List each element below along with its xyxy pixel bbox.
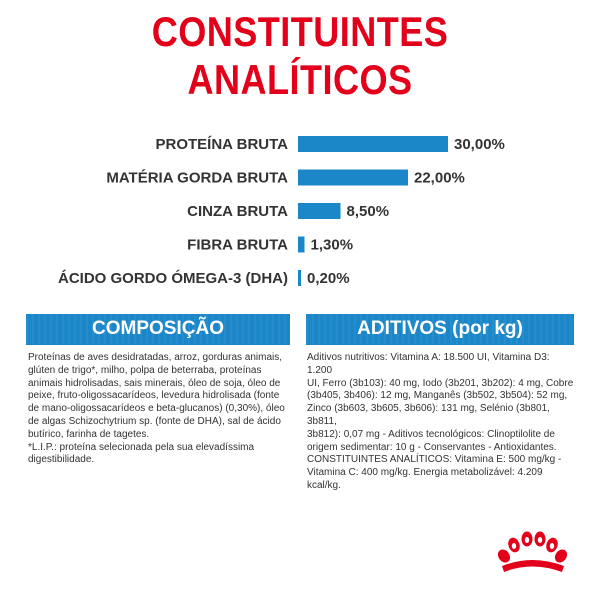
bar-category-label: ÁCIDO GORDO ÓMEGA-3 (DHA) <box>58 270 288 287</box>
bar-value-label: 8,50% <box>346 203 390 220</box>
bar <box>298 203 341 219</box>
bar <box>298 170 408 186</box>
bar <box>298 136 448 152</box>
additives-text: Aditivos nutritivos: Vitamina A: 18.500 UI, Vitamina D3: 1.200 UI, Ferro (3b103): 40 mg, Iodo (3b201, 3b202): 4 mg, Cobre (3b405, 3b406): 12 mg, Manganês (3b502, 3b504): 52 mg, Zinco (3b603, 3b605, 3b606): 131 mg, Selénio (3b801, 3b811, 3b812): 0,07 mg - Aditivos tecnológicos: Clinoptilolite de origem sedimentar: 10 g - Conservantes - Antioxidantes. CONSTITUINTES ANALÍTICOS: Vitamina E: 500 mg/kg - Vitamina C: 400 mg/kg. Energia metabolizável: 4.209 kcal/kg. <box>307 352 574 491</box>
bar-category-label: FIBRA BRUTA <box>187 236 288 254</box>
bar-category-label: MATÉRIA GORDA BRUTA <box>106 169 288 187</box>
bar-value-label: 30,00% <box>454 136 505 153</box>
composition-divider <box>26 344 290 345</box>
additives-divider <box>306 344 574 345</box>
composition-header: COMPOSIÇÃO <box>26 314 290 344</box>
nutrient-bar-chart <box>0 120 600 300</box>
bar-category-label: CINZA BRUTA <box>187 203 288 220</box>
additives-header: ADITIVOS (por kg) <box>306 314 574 344</box>
nutrient-bar-chart-svg <box>0 120 600 300</box>
page-title: CONSTITUINTES ANALÍTICOS <box>151 8 449 103</box>
bar-value-label: 0,20% <box>307 270 350 287</box>
composition-text: Proteínas de aves desidratadas, arroz, gorduras animais, glúten de trigo*, milho, polpa de beterraba, proteínas animais hidrolisadas, sais minerais, óleo de soja, óleo de peixe, fruto-oligossacarídeos, levedura hidrolisada (fonte de mano-oligossacarídeos e beta-glucanos) (0,30%), óleo de algas Schizochytrium sp. (fonte de DHA), sal de ácido butírico, farinha de tagetes. *L.I.P.: proteína selecionada pela sua elevadíssima digestibilidade. <box>28 352 285 466</box>
bar-value-label: 22,00% <box>414 169 465 187</box>
bar-category-label: PROTEÍNA BRUTA <box>155 136 288 153</box>
bar <box>298 237 305 253</box>
royal-crown-logo-icon <box>494 530 570 574</box>
bar <box>298 270 301 286</box>
bar-value-label: 1,30% <box>310 236 354 254</box>
